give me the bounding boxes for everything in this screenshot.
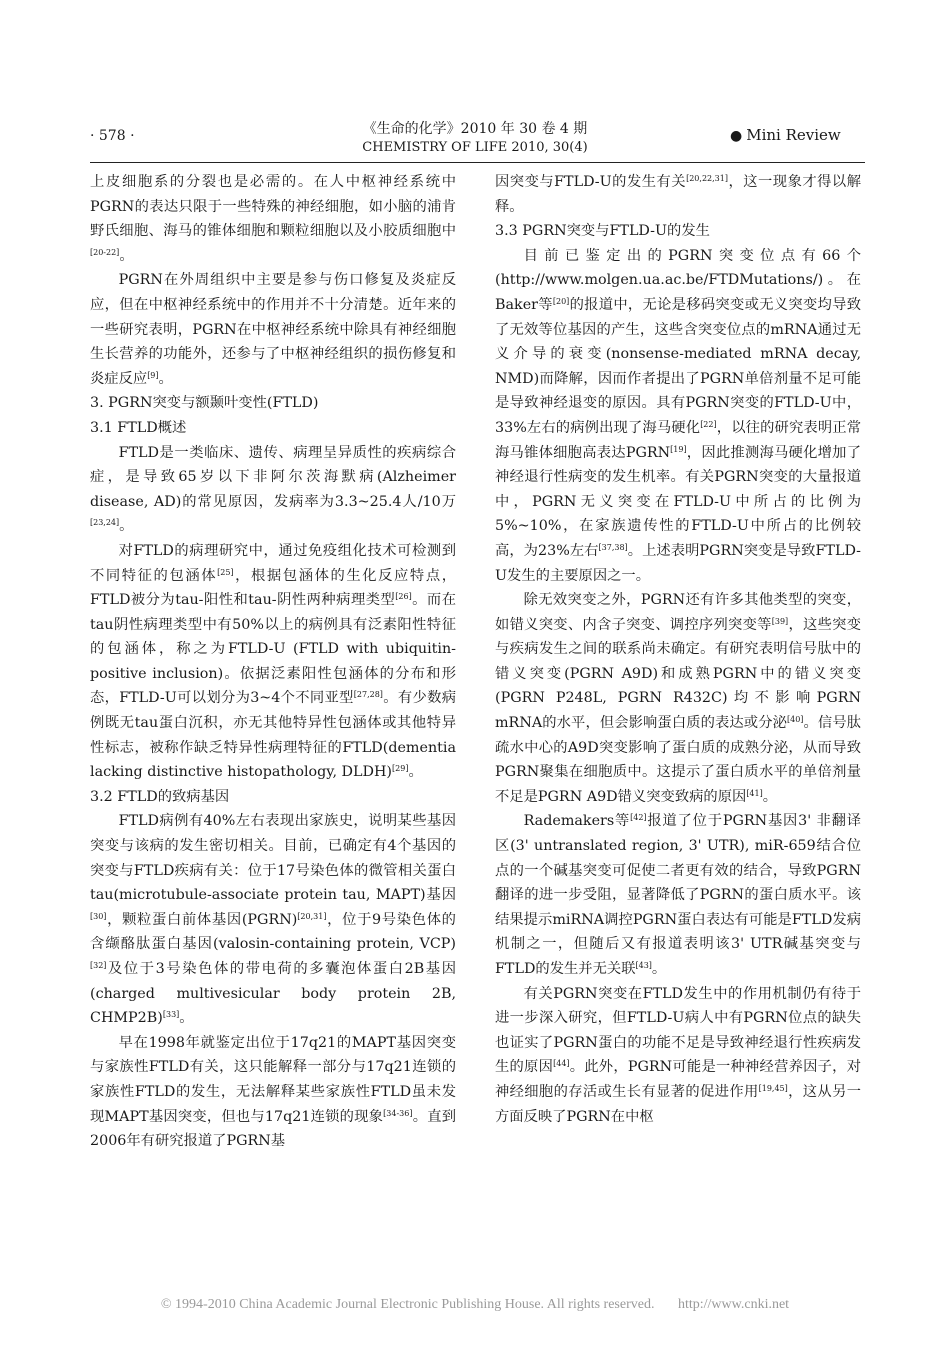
paragraph (495, 809, 861, 981)
section-heading: 3.1 FTLD概述 (90, 419, 187, 436)
page-number: · 578 · (90, 128, 135, 144)
citation: [19] (670, 444, 687, 454)
citation: [44] (553, 1059, 570, 1069)
bullet-icon: ● (730, 128, 743, 144)
citation: [27,28] (353, 690, 383, 700)
paragraph (90, 809, 456, 1030)
citation: [42] (630, 813, 647, 823)
left-column (90, 170, 456, 1154)
citation: [20] (552, 296, 570, 306)
paragraph (90, 1031, 456, 1154)
citation: [34-36] (383, 1108, 413, 1118)
text-run: 目前已鉴定出的PGRN突变位点有66个(http://www.molgen.ua.ac.be/FTDMutations/)。在Baker等 (495, 247, 861, 313)
journal-title-en: CHEMISTRY OF LIFE 2010, 30(4) (362, 140, 588, 155)
citation: [43] (635, 961, 652, 970)
text-run: 。上述表明PGRN突变是导致FTLD-U发生的主要原因之一。 (495, 542, 861, 584)
citation: [29] (392, 764, 409, 774)
citation: [33] (162, 1010, 180, 1020)
citation: [39] (771, 616, 789, 626)
text-run: 。此外，PGRN可能是一种神经营养因子，对神经细胞的存活或生长有显著的促进作用 (495, 1059, 861, 1100)
text-run: 。 (158, 370, 173, 387)
text-run: ，根据包涵体的生化反应特点，FTLD被分为tau-阳性和tau-阴性两种病理类型 (90, 567, 457, 609)
section-heading: 3.3 PGRN突变与FTLD-U的发生 (495, 223, 710, 240)
paragraph (495, 588, 861, 809)
text-run: 。 (179, 1010, 194, 1027)
paragraph (495, 170, 861, 219)
footer-url[interactable]: http://www.cnki.net (677, 1297, 790, 1312)
text-run: 。有少数病例既无tau蛋白沉积，亦无其他特异性包涵体或其他特异性标志，被称作缺乏特异性病理特征的FTLD(dementia lacking distinctive histopathology, DLDH) (90, 690, 457, 781)
citation: [20,31] (297, 911, 327, 921)
text-run: ，这从另一方面反映了PGRN在中枢 (495, 1083, 862, 1125)
citation: [30] (90, 911, 107, 921)
text-run: ，这些突变与疾病发生之间的联系尚未确定。有研究表明信号肽中的错义突变(PGRN A9D)和成熟PGRN中的错义突变(PGRN P248L, PGRN R432C)均不影响PGRN mRNA的水平，但会影响蛋白质的表达或分泌 (495, 616, 862, 732)
journal-title-zh: 《生命的化学》2010 年 30 卷 4 期 (362, 121, 588, 137)
right-column (495, 170, 861, 1129)
text-run: 报道了位于PGRN基因3' 非翻译区(3' untranslated region, 3' UTR), miR-659结合位点的一个碱基突变可促使二者更有效的结合，导致PGRN翻译的进一步受阻，显著降低了PGRN的蛋白质水平。该结果提示miRNA调控PGRN蛋白表达有可能是FTLD发病机制之一，但随后又有报道表明该3' UTR碱基突变与FTLD的发生并无关联 (495, 813, 862, 977)
text-run: 因突变与FTLD-U的发生有关 (495, 174, 687, 190)
text-run: 。 (651, 961, 667, 977)
citation: [19,45] (758, 1083, 788, 1093)
page-footer (0, 1297, 950, 1313)
paragraph (495, 982, 861, 1130)
paragraph (90, 441, 456, 539)
page-header (0, 0, 950, 160)
text-run: 。 (408, 764, 423, 781)
text-run: 的报道中，无论是移码突变或无义突变均导致了无效等位基因的产生，这些含突变位点的mRNA通过无义介导的衰变(nonsense-mediated mRNA decay, NMD)而降解，因而作者提出了PGRN单倍剂量不足可能是导致神经退变的原因。具有PGRN突变的FTLD-U中，33%左右的病例出现了海马硬化 (495, 296, 861, 436)
text-run: 。 (119, 518, 134, 535)
text-run: PGRN在外周组织中主要是参与伤口修复及炎症反应，但在中枢神经系统中的作用并不十分清楚。近年来的一些研究表明，PGRN在中枢神经系统中除具有神经细胞生长营养的功能外，还参与了中枢神经组织的损伤修复和炎症反应 (90, 272, 456, 387)
citation: [22] (700, 419, 717, 429)
text-run: FTLD是一类临床、遗传、病理呈异质性的疾病综合症，是导致65岁以下非阿尔茨海默病(Alzheimer disease, AD)的常见原因，发病率为3.3~25.4人/10万 (90, 444, 456, 510)
text-run: ，位于9号染色体的含缬酪肽蛋白基因(valosin-containing protein, VCP) (90, 911, 456, 953)
footer-copyright: © 1994-2010 China Academic Journal Electronic Publishing House. All rights reserved. (160, 1297, 655, 1312)
text-run: 早在1998年就鉴定出位于17q21的MAPT基因突变与家族性FTLD有关，这只能解释一部分与17q21连锁的家族性FTLD的发生，无法解释某些家族性FTLD虽未发现MAPT基因突变，但也与17q21连锁的现象 (90, 1034, 456, 1125)
text-run: 。 (762, 788, 778, 805)
text-run: 。而在tau阴性病理类型中有50%以上的病例具有泛素阳性特征的包涵体，称之为FTLD-U (FTLD with ubiquitin-positive inclusion)。依据泛素阳性包涵体的分布和形态，FTLD-U可以划分为3~4个不同亚型 (90, 592, 457, 707)
section-heading: 3. PGRN突变与额颞叶变性(FTLD) (90, 395, 319, 412)
paragraph (90, 170, 456, 268)
text-run: 对FTLD的病理研究中，通过免疫组化技术可检测到不同特征的包涵体 (90, 542, 456, 584)
text-run: Rademakers等 (523, 813, 631, 830)
paragraph (90, 268, 456, 391)
text-run: 及位于3号染色体的带电荷的多囊泡体蛋白2B基因(charged multivesicular body protein 2B, CHMP2B) (90, 961, 456, 1027)
section-label-text: Mini Review (746, 126, 841, 144)
text-run: 除无效突变之外，PGRN还有许多其他类型的突变，如错义突变、内含子突变、调控序列突变等 (495, 592, 861, 633)
citation: [23,24] (90, 518, 120, 528)
citation: [25] (217, 567, 234, 577)
text-run: ，颗粒蛋白前体基因(PGRN) (106, 911, 298, 928)
citation: [9] (147, 370, 159, 380)
text-run: FTLD病例有40%左右表现出家族史，说明某些基因突变与该病的发生密切相关。目前，已确定有4个基因的突变与FTLD疾病有关：位于17号染色体的微管相关蛋白tau(microtubule-associate protein tau, MAPT)基因 (90, 813, 456, 904)
text-run: 。直到2006年有研究报道了PGRN基 (90, 1108, 457, 1150)
text-run: 上皮细胞系的分裂也是必需的。在人中枢神经系统中PGRN的表达只限于一些特殊的神经细胞，如小脑的浦肯野氏细胞、海马的锥体细胞和颗粒细胞以及小胶质细胞中 (90, 174, 456, 240)
citation: [32] (90, 961, 107, 970)
text-run: 有关PGRN突变在FTLD发生中的作用机制仍有待于进一步深入研究，但FTLD-U病人中有PGRN位点的缺失也证实了PGRN蛋白的功能不足是导致神经退行性疾病发生的原因 (495, 985, 861, 1076)
citation: [20,22,31] (686, 174, 728, 183)
text-run: 。 (119, 247, 134, 264)
citation: [26] (395, 592, 412, 602)
text-run: 。信号肽疏水中心的A9D突变影响了蛋白质的成熟分泌，从而导致PGRN聚集在细胞质中。这提示了蛋白质水平的单倍剂量不足是PGRN A9D错义突变致病的原因 (495, 715, 862, 805)
section-label (730, 126, 841, 144)
section-heading: 3.2 FTLD的致病基因 (90, 788, 230, 805)
citation: [20-22] (90, 247, 120, 257)
text-run: ，这一现象才得以解释。 (495, 174, 862, 215)
citation: [41] (746, 788, 763, 798)
header-rule (90, 162, 865, 163)
paragraph (90, 539, 456, 785)
citation: [40] (787, 715, 804, 725)
text-run: ，以往的研究表明正常海马锥体细胞高表达PGRN (495, 419, 861, 461)
paragraph (495, 244, 861, 588)
citation: [37,38] (598, 542, 628, 552)
text-run: ，因此推测海马硬化增加了神经退行性病变的发生机率。有关PGRN突变的大量报道中，PGRN无义突变在FTLD-U中所占的比例为5%~10%，在家族遗传性的FTLD-U中所占的比例较高，为23%左右 (495, 444, 861, 559)
